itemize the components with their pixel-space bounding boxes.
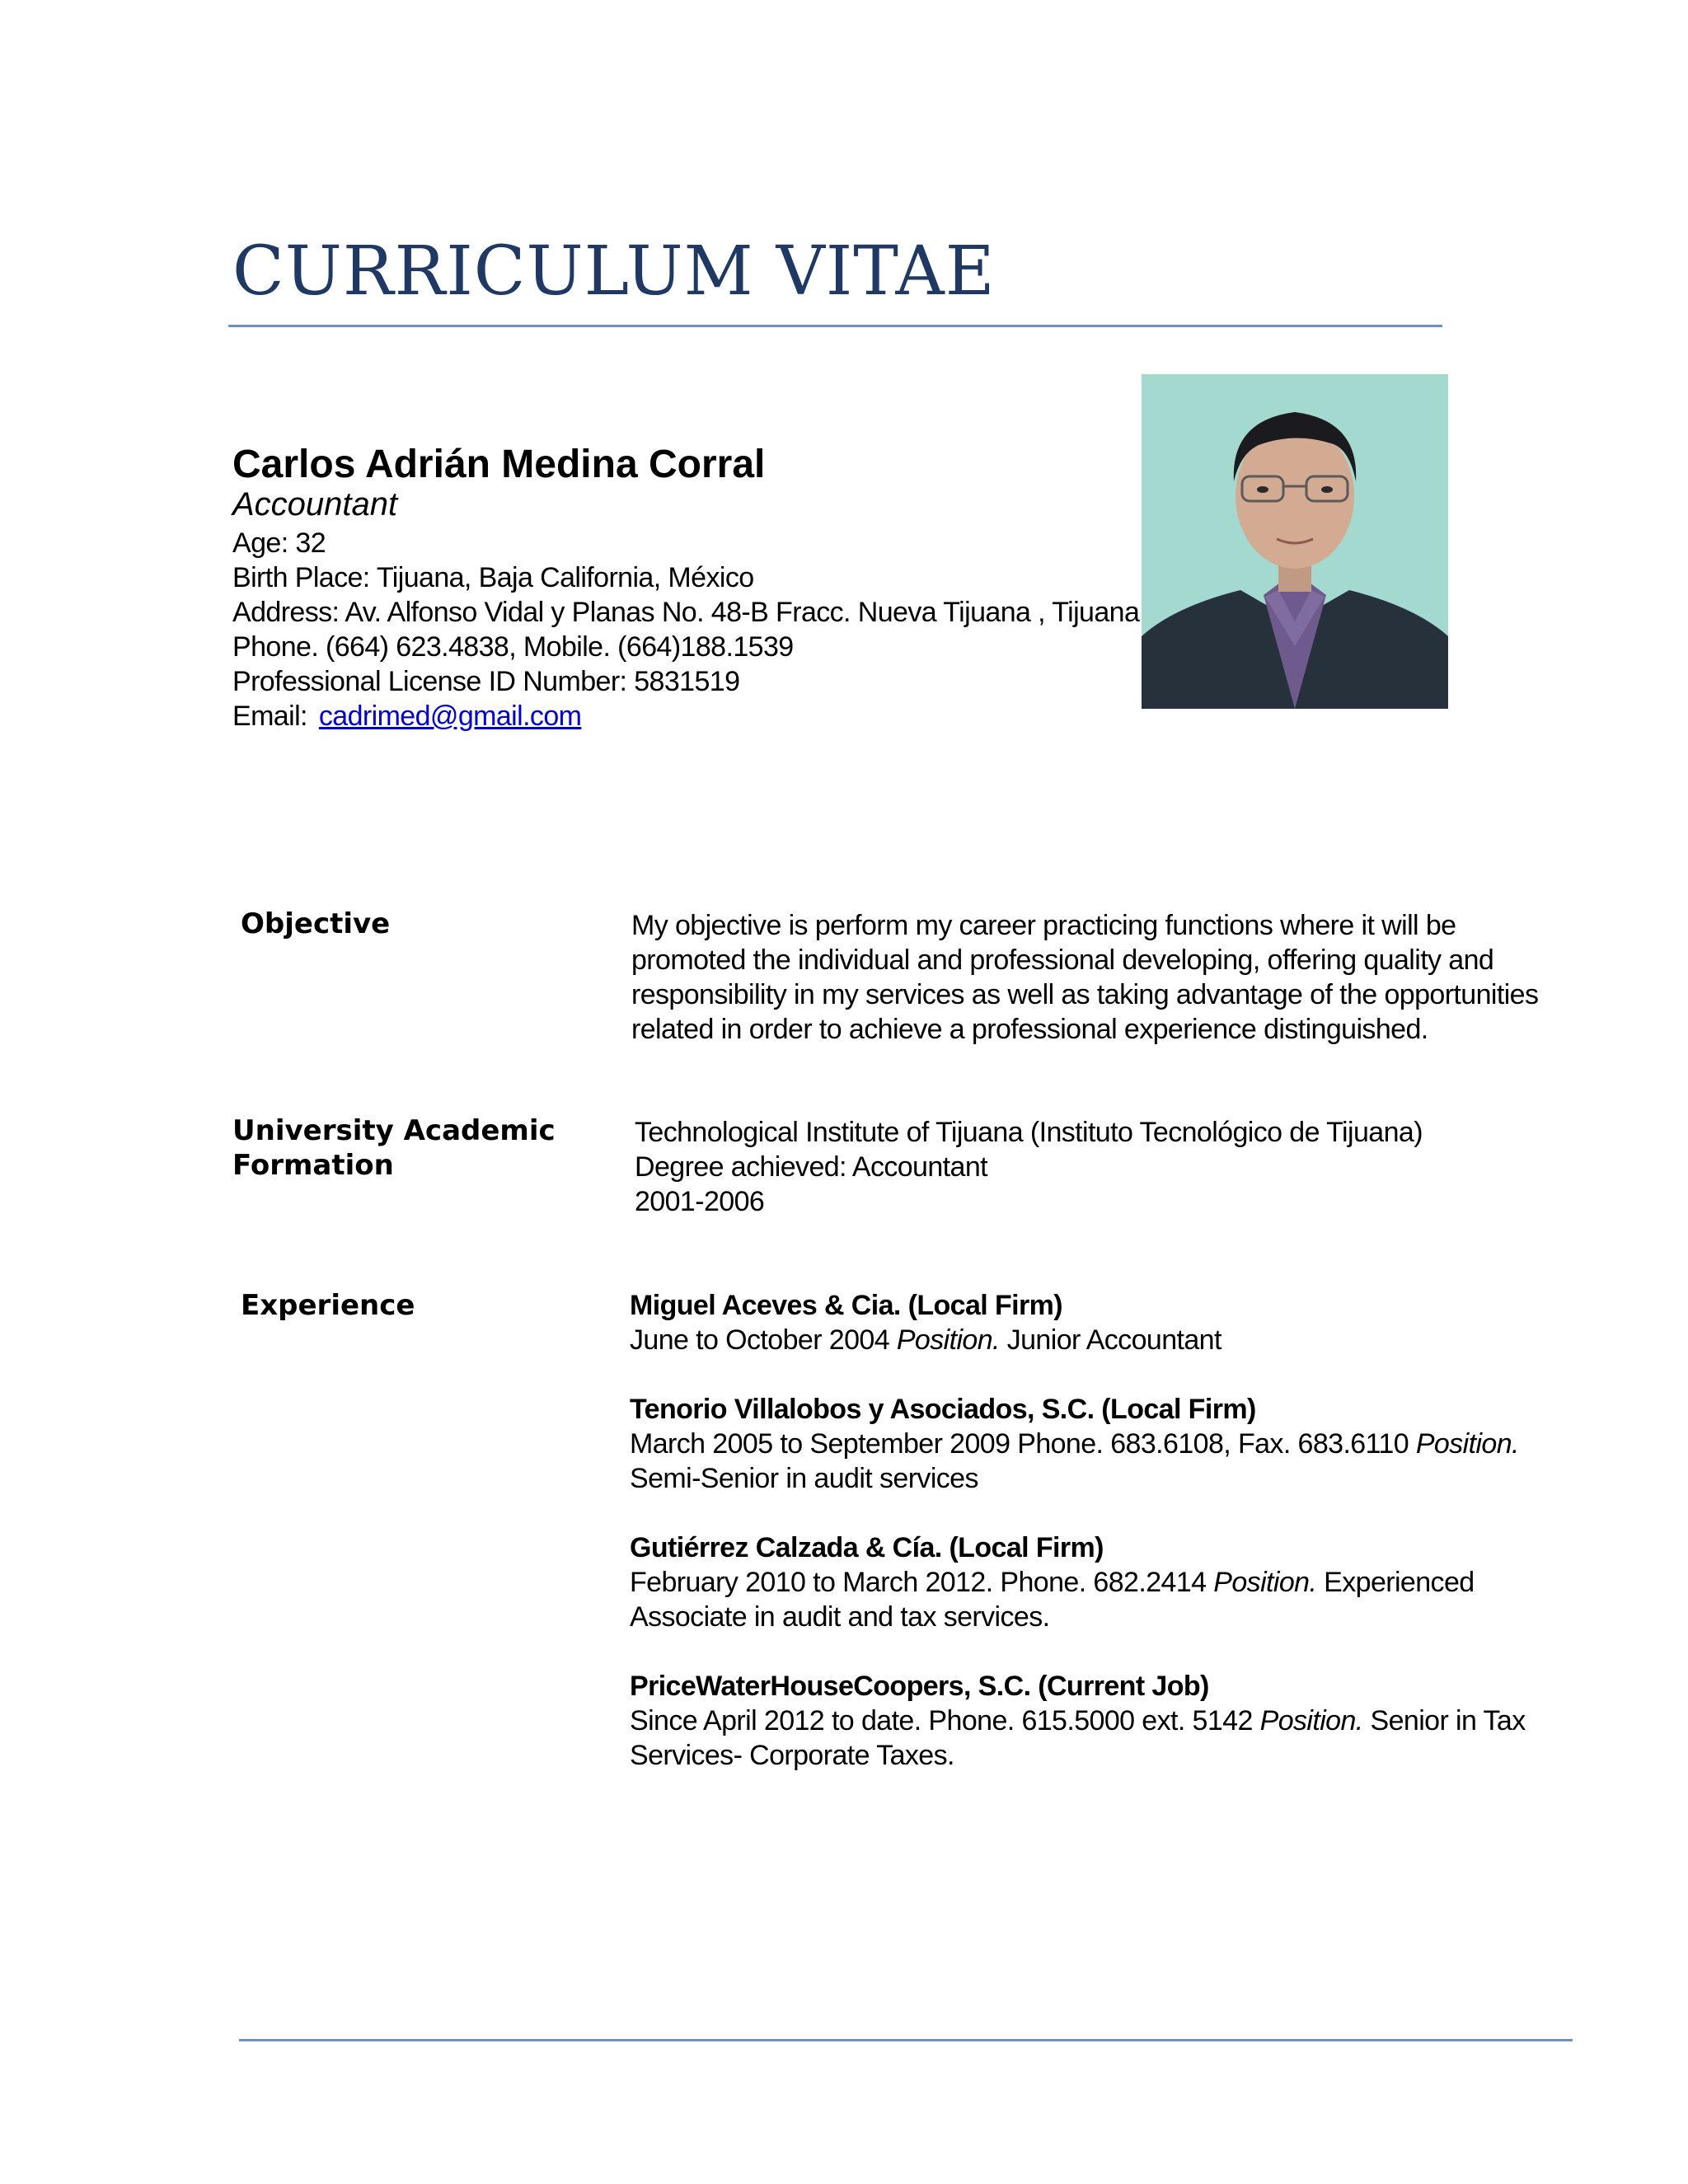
job-position: Senior in Tax — [1362, 1705, 1526, 1736]
email-label: Email: — [232, 701, 307, 732]
job-details — [630, 1323, 1526, 1357]
experience-label: Experience — [241, 1289, 415, 1322]
age-line: Age: 32 — [232, 527, 326, 559]
job-position-continued: Semi-Senior in audit services — [630, 1463, 978, 1494]
job-dates: February 2010 to March 2012. Phone. 682.2414 — [630, 1567, 1214, 1598]
position-label: Position. — [1213, 1567, 1317, 1598]
footer-rule — [239, 2039, 1573, 2041]
education-line: Technological Institute of Tijuana (Instituto Tecnológico de Tijuana) — [635, 1117, 1423, 1148]
job-position: Experienced — [1316, 1567, 1475, 1598]
email-line — [232, 699, 1139, 733]
license-line: Professional License ID Number: 5831519 — [232, 666, 740, 697]
education-label — [232, 1113, 556, 1183]
objective-line: My objective is perform my career practicing functions where it will be — [631, 910, 1456, 941]
job-title: Miguel Aceves & Cia. (Local Firm) — [630, 1290, 1062, 1321]
job-details — [630, 1427, 1526, 1461]
job-title: PriceWaterHouseCoopers, S.C. (Current Job) — [630, 1671, 1209, 1702]
birth-place-line: Birth Place: Tijuana, Baja California, México — [232, 562, 754, 593]
job-position-continued: Associate in audit and tax services. — [630, 1601, 1050, 1633]
page-title: CURRICULUM VITAE — [232, 232, 996, 311]
education-text — [635, 1115, 1423, 1219]
job-entry — [630, 1530, 1526, 1634]
job-dates: Since April 2012 to date. Phone. 615.5000 ext. 5142 — [630, 1705, 1260, 1736]
position-label: Position. — [1259, 1705, 1363, 1736]
address-line: Address: Av. Alfonso Vidal y Planas No. 48-B Fracc. Nueva Tijuana , Tijuana — [232, 597, 1140, 628]
education-line: 2001-2006 — [635, 1186, 765, 1217]
person-role: Accountant — [232, 486, 398, 523]
education-line: Degree achieved: Accountant — [635, 1151, 987, 1183]
objective-line: related in order to achieve a professional experience distinguished. — [631, 1014, 1428, 1045]
job-position: Junior Accountant — [999, 1324, 1221, 1356]
education-label-line: University Academic — [232, 1114, 556, 1147]
profile-photo — [1142, 374, 1448, 709]
email-link[interactable]: cadrimed@gmail.com — [318, 701, 582, 732]
portrait-illustration — [1142, 374, 1448, 709]
objective-line: responsibility in my services as well as taking advantage of the opportunities — [631, 979, 1539, 1010]
position-label: Position. — [896, 1324, 1000, 1356]
job-title: Gutiérrez Calzada & Cía. (Local Firm) — [630, 1532, 1104, 1563]
job-dates: March 2005 to September 2009 Phone. 683.6108, Fax. 683.6110 — [630, 1428, 1416, 1460]
objective-text — [631, 908, 1538, 1047]
job-title: Tenorio Villalobos y Asociados, S.C. (Local Firm) — [630, 1394, 1256, 1425]
job-entry — [630, 1288, 1526, 1357]
title-rule — [228, 325, 1442, 327]
experience-list — [630, 1288, 1526, 1807]
job-details — [630, 1565, 1526, 1600]
job-position-continued: Services- Corporate Taxes. — [630, 1740, 954, 1771]
job-details — [630, 1704, 1526, 1738]
contact-block — [232, 526, 1139, 733]
objective-label: Objective — [241, 907, 391, 940]
job-entry — [630, 1392, 1526, 1496]
position-label: Position. — [1415, 1428, 1519, 1460]
phone-line: Phone. (664) 623.4838, Mobile. (664)188.1539 — [232, 631, 794, 663]
education-label-line: Formation — [232, 1149, 394, 1182]
objective-line: promoted the individual and professional developing, offering quality and — [631, 944, 1494, 976]
job-entry — [630, 1669, 1526, 1773]
job-dates: June to October 2004 — [630, 1324, 897, 1356]
person-name: Carlos Adrián Medina Corral — [232, 443, 766, 486]
